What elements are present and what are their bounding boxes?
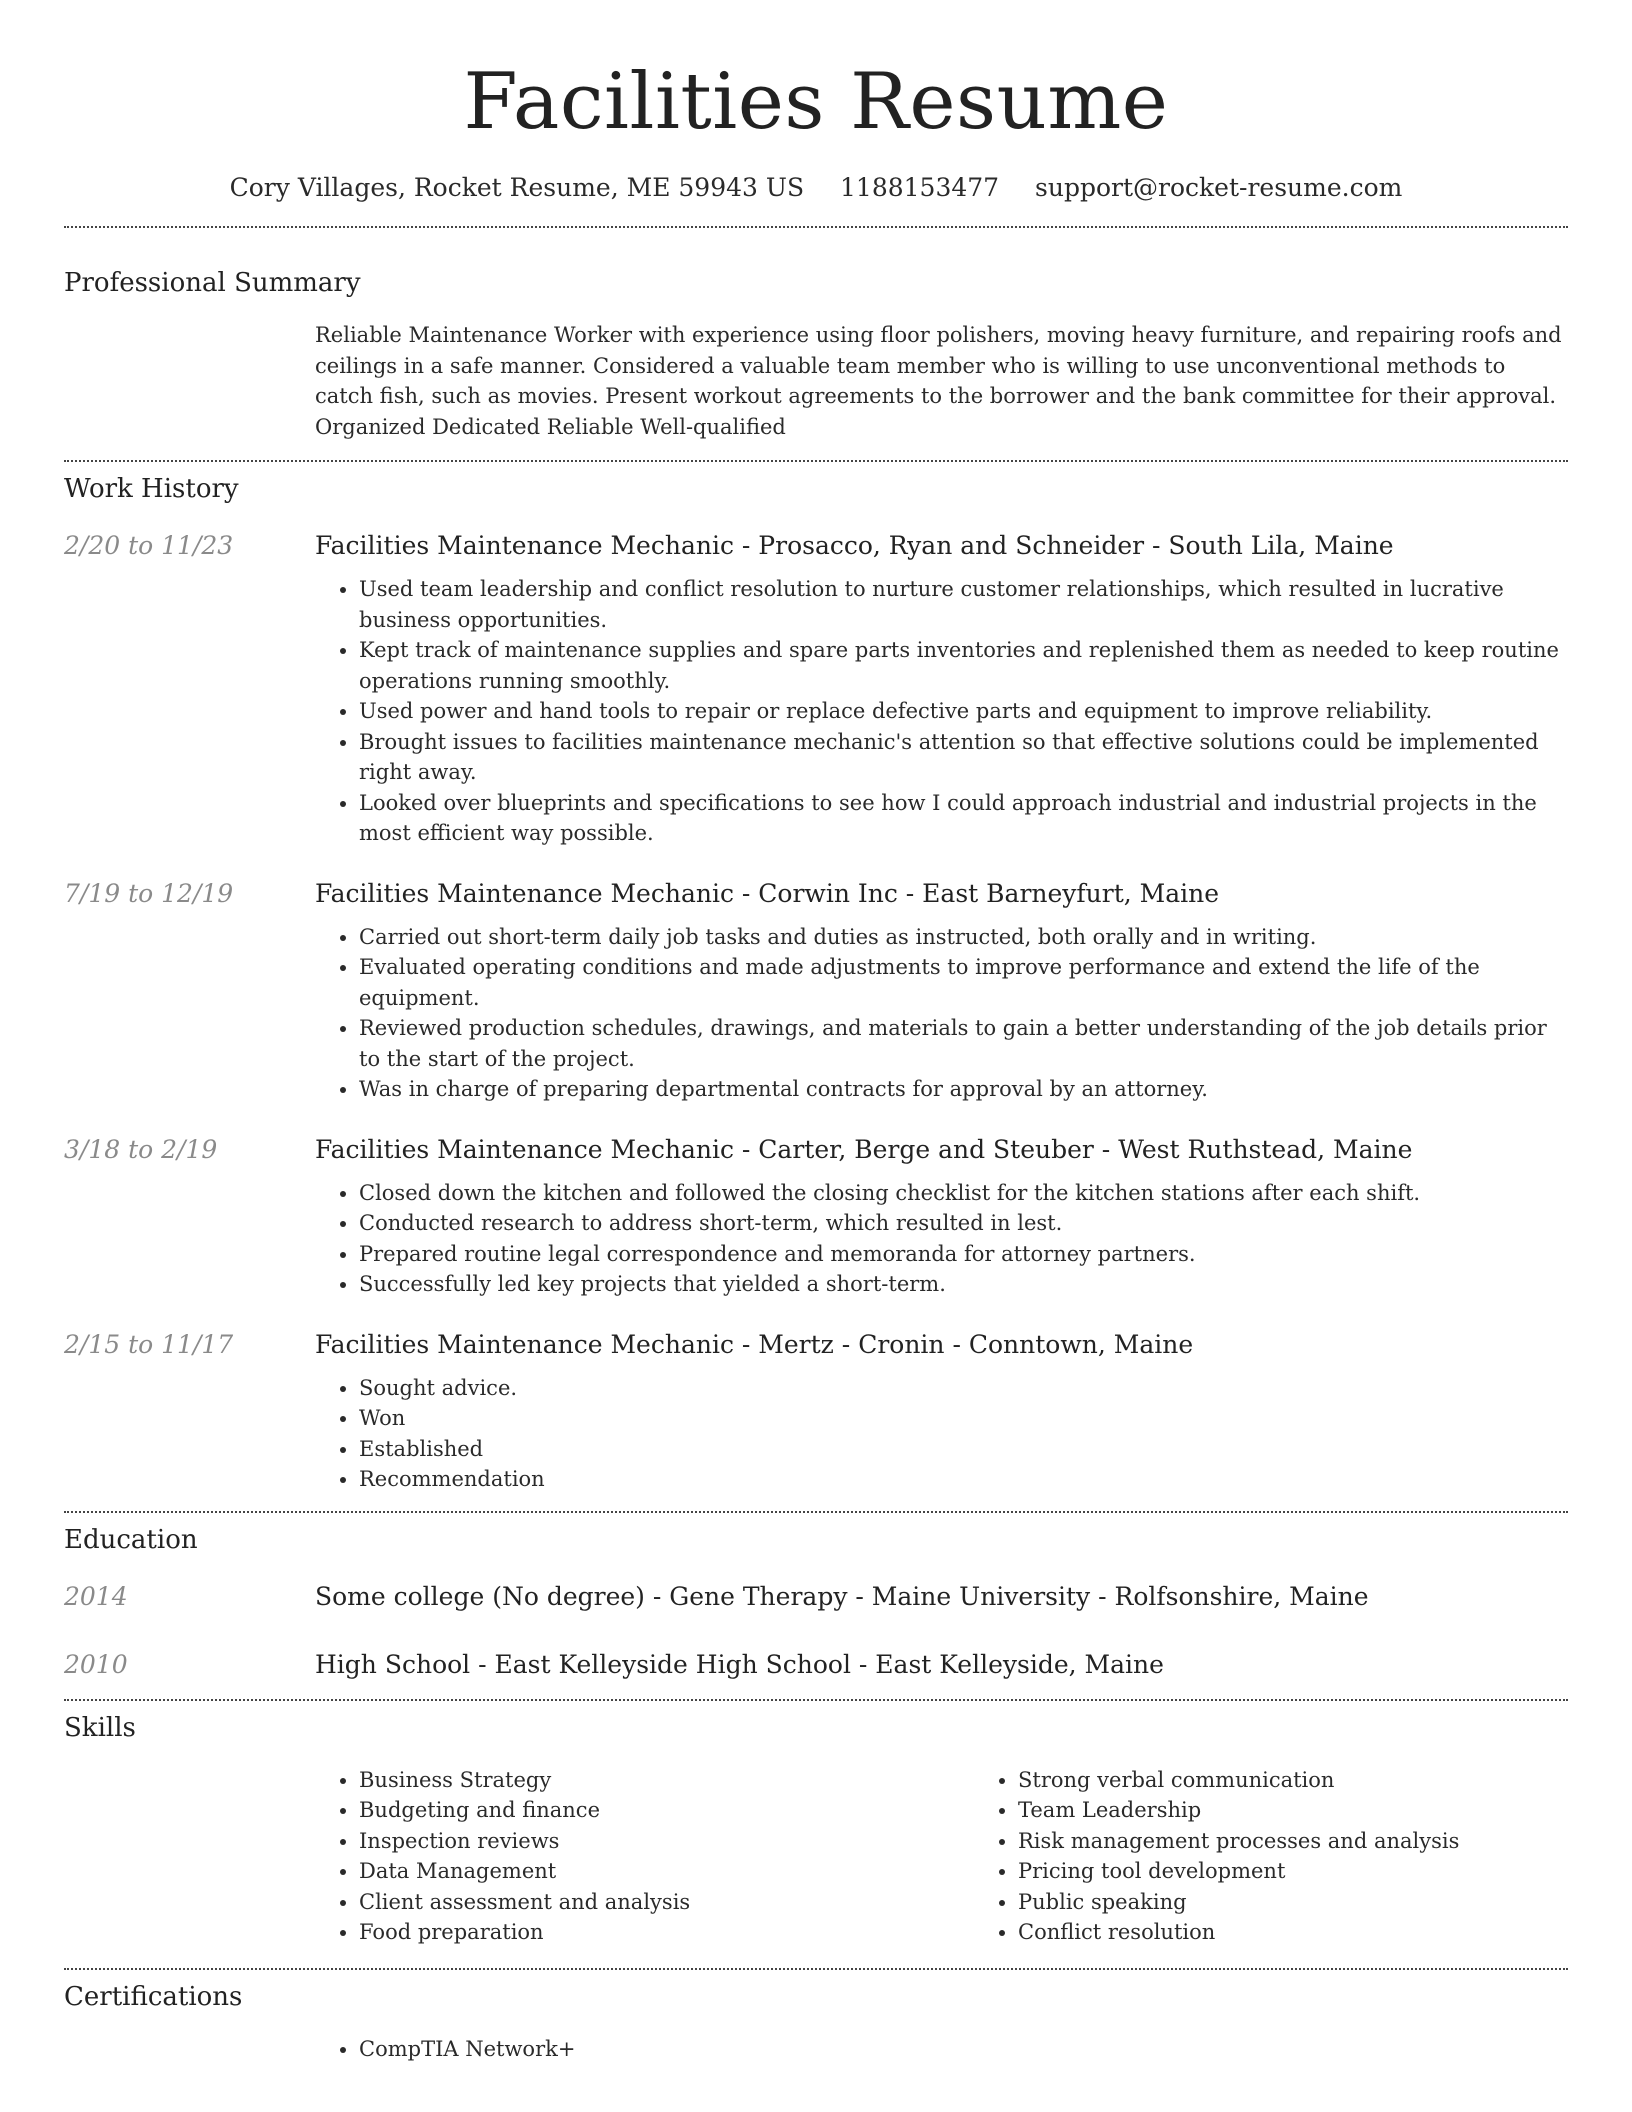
education-year: 2014 [64,1581,128,1611]
list-item: • Closed down the kitchen and followed the closing checklist for the kitchen stations after each shift. [359,1178,1568,1209]
job-dates: 2/15 to 11/17 [64,1329,234,1359]
job-heading [315,1329,1568,1361]
education-heading: Education [64,1524,198,1555]
education-entry [64,1649,1568,1681]
divider [64,1968,1568,1970]
skills-heading: Skills [64,1712,136,1743]
job-heading [315,878,1568,910]
list-item: • Conflict resolution [1018,1917,1632,1948]
resume-title: Facilities Resume [463,57,1169,147]
summary-heading: Professional Summary [64,268,361,298]
list-item: • Risk management processes and analysis [1018,1826,1632,1857]
job-dates: 7/19 to 12/19 [64,878,234,908]
work-history-heading: Work History [64,474,239,504]
contact-phone: 1188153477 [840,173,1000,202]
education-details: - Gene Therapy - Maine University - Rolfsonshire, Maine [644,1581,1369,1611]
contact-address: Cory Villages, Rocket Resume, ME 59943 US [229,173,805,202]
job-entry [64,878,1568,1105]
certifications-content [315,2034,1568,2065]
list-item: • Established [359,1434,1568,1465]
list-item: • Team Leadership [1018,1795,1632,1826]
certifications-heading: Certifications [64,1981,243,2012]
list-item: • Kept track of maintenance supplies and spare parts inventories and replenished them as needed to keep routine operations running smoothly. [359,635,1568,696]
job-entry [64,530,1568,849]
job-heading [315,530,1568,562]
job-title: Facilities Maintenance Mechanic [315,1134,734,1164]
list-item: • Public speaking [1018,1887,1632,1918]
list-item: • Won [359,1403,1568,1434]
divider [64,226,1568,228]
list-item: • Used team leadership and conflict resolution to nurture customer relationships, which resulted in lucrative business opportunities. [359,574,1568,635]
list-item: • Carried out short-term daily job tasks and duties as instructed, both orally and in writing. [359,922,1568,953]
skills-list-left [315,1765,974,1948]
job-content [315,1134,1568,1300]
skills-list-right [974,1765,1632,1948]
education-year: 2010 [64,1649,128,1679]
certifications-row [64,2034,1568,2065]
job-content [315,878,1568,1105]
job-details: - Corwin Inc - East Barneyfurt, Maine [733,878,1220,908]
job-dates: 3/18 to 2/19 [64,1134,218,1164]
contact-line [64,172,1568,204]
job-heading [315,1134,1568,1166]
job-details: - Mertz - Cronin - Conntown, Maine [733,1329,1194,1359]
list-item: • Client assessment and analysis [359,1887,974,1918]
list-item: • Looked over blueprints and specifications to see how I could approach industrial and industrial projects in the most efficient way possible. [359,788,1568,849]
skills-row [64,1765,1568,1948]
list-item: • Sought advice. [359,1373,1568,1404]
job-bullets [315,1373,1568,1495]
list-item: • Evaluated operating conditions and made adjustments to improve performance and extend the life of the equipment. [359,952,1568,1013]
list-item: • Conducted research to address short-term, which resulted in lest. [359,1208,1568,1239]
list-item: • Used power and hand tools to repair or replace defective parts and equipment to improve reliability. [359,696,1568,727]
summary-row [64,320,1568,442]
job-entry [64,1134,1568,1300]
list-item: • CompTIA Network+ [359,2034,1568,2065]
divider [64,1511,1568,1513]
list-item: • Reviewed production schedules, drawings, and materials to gain a better understanding of the job details prior to the start of the project. [359,1013,1568,1074]
contact-email: support@rocket-resume.com [1035,173,1403,202]
education-entry [64,1581,1568,1613]
summary-text: Reliable Maintenance Worker with experience using floor polishers, moving heavy furniture, and repairing roofs and ceilings in a safe manner. Considered a valuable team member who is willing to use unconventional methods to catch fish, such as movies. Present workout agreements to the borrower and the bank committee for their approval. Organized Dedicated Reliable Well-qualified [315,323,1562,439]
list-item: • Prepared routine legal correspondence and memoranda for attorney partners. [359,1239,1568,1270]
list-item: • Data Management [359,1856,974,1887]
list-item: • Inspection reviews [359,1826,974,1857]
job-bullets [315,922,1568,1105]
list-item: • Strong verbal communication [1018,1765,1632,1796]
education-heading-line [315,1581,1568,1613]
education-title: High School [315,1649,471,1679]
list-item: • Pricing tool development [1018,1856,1632,1887]
job-entry [64,1329,1568,1495]
job-title: Facilities Maintenance Mechanic [315,1329,734,1359]
job-content [315,530,1568,849]
job-dates: 2/20 to 11/23 [64,531,234,560]
job-details: - Prosacco, Ryan and Schneider - South Lila, Maine [733,531,1394,560]
list-item: • Budgeting and finance [359,1795,974,1826]
job-content [315,1329,1568,1495]
list-item: • Successfully led key projects that yielded a short-term. [359,1269,1568,1300]
skills-columns [315,1765,1632,1948]
list-item: • Was in charge of preparing departmental contracts for approval by an attorney. [359,1074,1568,1105]
list-item: • Recommendation [359,1464,1568,1495]
job-title: Facilities Maintenance Mechanic [315,531,734,560]
list-item: • Food preparation [359,1917,974,1948]
job-details: - Carter, Berge and Steuber - West Ruthstead, Maine [733,1134,1413,1164]
divider [64,1699,1568,1701]
job-bullets [315,1178,1568,1300]
divider [64,460,1568,462]
list-item: • Brought issues to facilities maintenance mechanic's attention so that effective solutions could be implemented right away. [359,727,1568,788]
certifications-list [315,2034,1568,2065]
education-title: Some college (No degree) [315,1581,645,1611]
job-bullets [315,574,1568,849]
education-details: - East Kelleyside High School - East Kelleyside, Maine [470,1649,1164,1679]
education-heading-line [315,1649,1568,1681]
job-title: Facilities Maintenance Mechanic [315,878,734,908]
list-item: • Business Strategy [359,1765,974,1796]
